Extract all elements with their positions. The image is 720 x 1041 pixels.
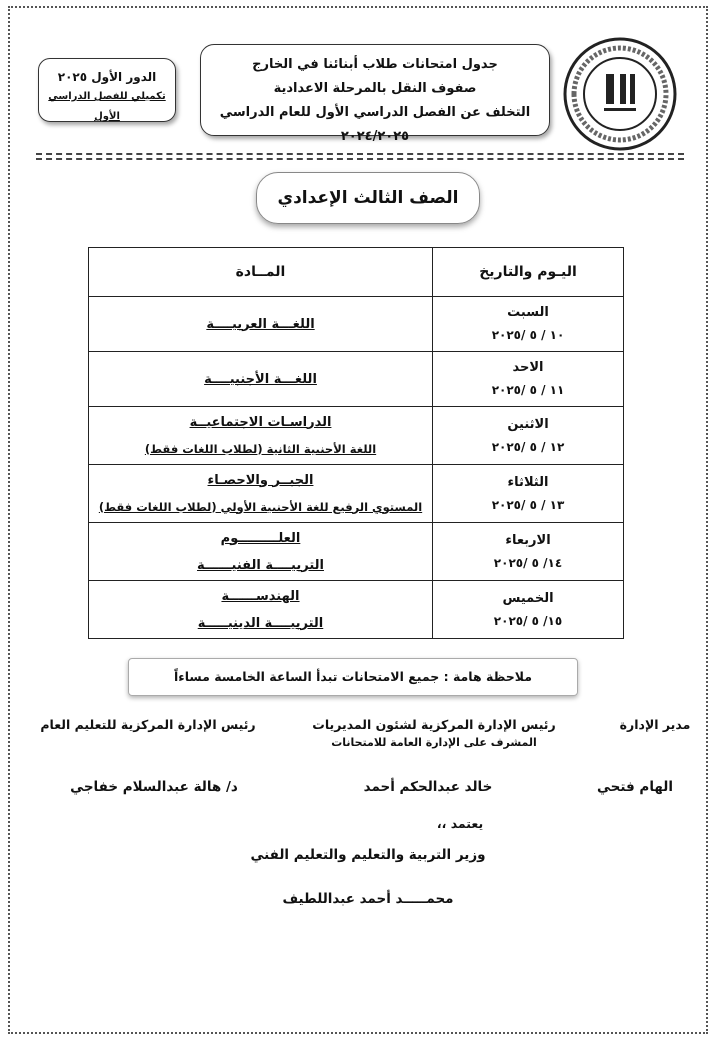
important-note: ملاحظة هامة : جميع الامتحانات تبدأ الساعة الخامسة مساءاً: [128, 658, 578, 696]
subject: الجبــر والاحصـاء: [207, 472, 314, 488]
day-cell: [433, 407, 624, 465]
manager-title: مدير الإدارة: [619, 717, 691, 732]
affairs-subtitle: المشرف على الإدارة العامة للامتحانات: [331, 736, 537, 749]
day-name: السبت: [507, 305, 549, 320]
day-cell: [433, 352, 624, 407]
ministry-logo: [560, 34, 680, 154]
subject: اللغة الأجنبية الثانية (لطلاب اللغات فقط): [144, 441, 377, 456]
subject-cell: [89, 352, 433, 407]
table-header-row: [89, 248, 624, 297]
subject-cell: [89, 407, 433, 465]
affairs-name: خالد عبدالحكم أحمد: [363, 779, 493, 795]
header-subject: المــادة: [89, 248, 433, 297]
title-line-3: التخلف عن الفصل الدراسي الأول للعام الدراسي ٢٠٢٤/٢٠٢٥: [219, 105, 531, 144]
table-row: [89, 407, 624, 465]
subject-cell: [89, 581, 433, 639]
subject-cell: [89, 523, 433, 581]
day-name: الاربعاء: [505, 532, 551, 548]
day-date: ١٣ / ٥ /٢٠٢٥: [491, 497, 565, 512]
general-title: رئيس الإدارة المركزية للتعليم العام: [40, 717, 256, 732]
general-name: د/ هالة عبدالسلام خفاجي: [70, 779, 238, 795]
day-cell: [433, 465, 624, 523]
divider: [36, 158, 684, 160]
table-row: [89, 523, 624, 581]
exam-schedule-table: [88, 247, 624, 639]
table-row: [89, 297, 624, 352]
affairs-title: رئيس الإدارة المركزية لشئون المديريات: [312, 717, 556, 732]
day-cell: [433, 297, 624, 352]
subject-cell: [89, 297, 433, 352]
day-cell: [433, 581, 624, 639]
day-date: ١١ / ٥ /٢٠٢٥: [491, 383, 565, 397]
header-day: اليـوم والتاريخ: [433, 248, 624, 297]
round-box: [38, 58, 176, 122]
title-box: [200, 44, 550, 144]
subject: التربيــــة الدينيـــــة: [197, 615, 324, 631]
divider: [36, 153, 684, 155]
subject: الدراسـات الاجتماعيــة: [189, 414, 332, 430]
minister-title: وزير التربية والتعليم والتعليم الفني: [250, 847, 486, 863]
day-date: ١٤/ ٥ /٢٠٢٥: [493, 555, 563, 570]
subject: اللغـــة الأجنبيــــة: [204, 371, 317, 387]
day-name: الاحد: [512, 360, 544, 375]
day-date: ١٥/ ٥ /٢٠٢٥: [493, 613, 563, 628]
affairs-title-block: [286, 716, 582, 752]
minister-name: محمـــــد أحمد عبداللطيف: [282, 891, 454, 907]
round-line-2: تكميلي للفصل الدراسي الأول: [48, 91, 166, 122]
day-cell: [433, 523, 624, 581]
subject: اللغـــة العربيــــة: [206, 316, 315, 332]
table-row: [89, 352, 624, 407]
subject: التربيــــة الفنيــــــة: [197, 557, 324, 573]
grade-title: الصف الثالث الإعدادي: [256, 172, 480, 224]
manager-name: الهام فتحي: [596, 779, 673, 795]
round-line-1: الدور الأول ٢٠٢٥: [57, 70, 157, 84]
day-date: ١٢ / ٥ /٢٠٢٥: [491, 439, 565, 454]
subject: الهندســــــة: [221, 588, 300, 604]
title-line-1: جدول امتحانات طلاب أبنائنا في الخارج: [252, 57, 498, 72]
day-date: ١٠ / ٥ /٢٠٢٥: [491, 328, 565, 342]
title-line-2: صفوف النقل بالمرحلة الاعدادية: [273, 81, 477, 96]
table-row: [89, 465, 624, 523]
day-name: الخميس: [502, 590, 554, 606]
table-row: [89, 581, 624, 639]
day-name: الاثنين: [507, 416, 549, 432]
subject-cell: [89, 465, 433, 523]
subject: المستوي الرفيع للغة الأجنبية الأولي (لطلاب اللغات فقط): [98, 499, 423, 514]
subject: العلـــــــــوم: [220, 530, 301, 546]
approval-label: يعتمد ،،: [436, 816, 484, 831]
day-name: الثلاثاء: [507, 474, 549, 490]
